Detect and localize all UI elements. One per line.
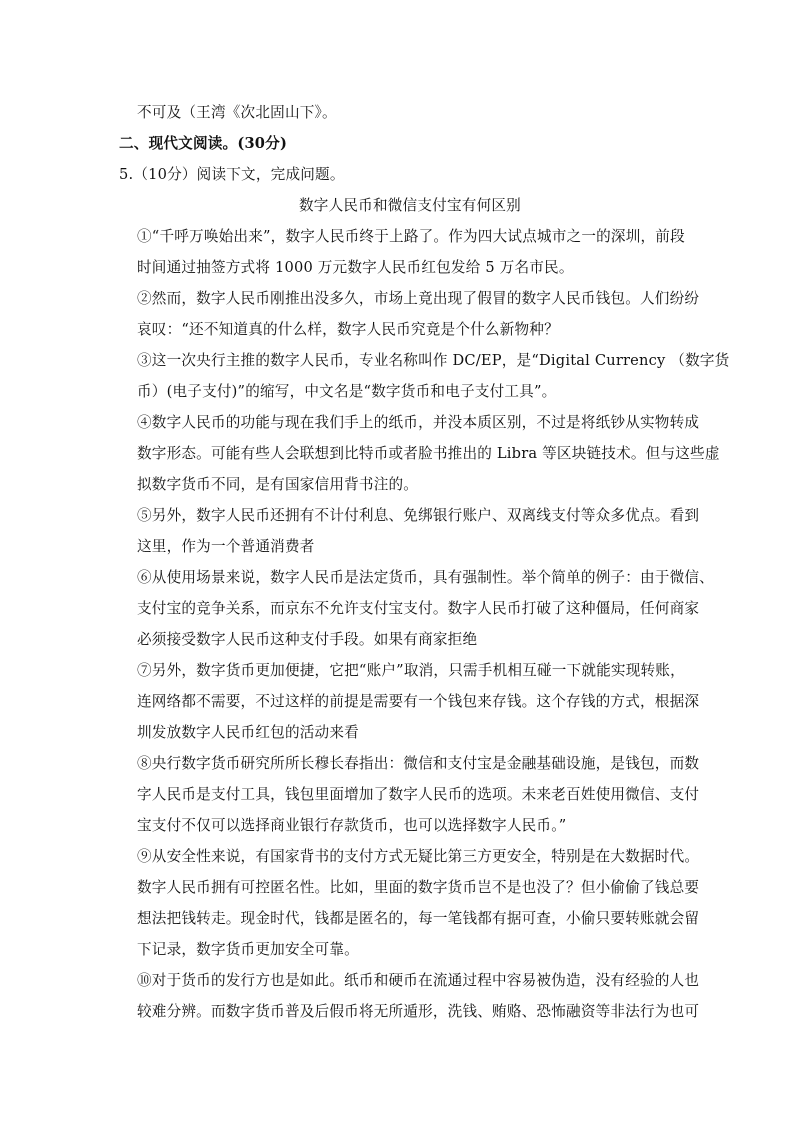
question-intro: 5.（10分）阅读下文，完成问题。 bbox=[119, 166, 345, 183]
paragraph-3-line-1: ③这一次央行主推的数字人民币，专业名称叫作 DC/EP，是“Digital Currency （数字货 bbox=[137, 352, 730, 369]
paragraph-4-line-1: ④数字人民币的功能与现在我们手上的纸币，并没本质区别，不过是将纸钞从实物转成 bbox=[137, 414, 700, 431]
paragraph-9-line-2: 数字人民币拥有可控匿名性。比如，里面的数字货币岂不是也没了？但小偷偷了钱总要 bbox=[137, 879, 700, 896]
paragraph-7-line-3: 圳发放数字人民币红包的活动来看 bbox=[137, 724, 359, 741]
paragraph-9-line-3: 想法把钱转走。现金时代，钱都是匿名的，每一笔钱都有据可查，小偷只要转账就会留 bbox=[137, 910, 700, 927]
paragraph-3-line-2: 币）(电子支付)”的缩写，中文名是“数字货币和电子支付工具”。 bbox=[137, 383, 557, 400]
section-heading: 二、现代文阅读。(30分) bbox=[119, 135, 288, 152]
continued-poem-line: 不可及（王湾《次北固山下》。 bbox=[137, 104, 337, 121]
paragraph-4-line-2: 数字形态。可能有些人会联想到比特币或者脸书推出的 Libra 等区块链技术。但与这些虚 bbox=[137, 445, 720, 462]
paragraph-8-line-1: ⑧央行数字货币研究所所长穆长春指出：微信和支付宝是金融基础设施，是钱包，而数 bbox=[137, 755, 700, 772]
paragraph-6-line-2: 支付宝的竞争关系，而京东不允许支付宝支付。数字人民币打破了这种僵局，任何商家 bbox=[137, 600, 700, 617]
paragraph-8-line-3: 宝支付不仅可以选择商业银行存款货币，也可以选择数字人民币。” bbox=[137, 817, 567, 834]
article-title: 数字人民币和微信支付宝有何区别 bbox=[299, 197, 521, 214]
paragraph-9-line-4: 下记录，数字货币更加安全可靠。 bbox=[137, 941, 359, 958]
paragraph-9-line-1: ⑨从安全性来说，有国家背书的支付方式无疑比第三方更安全，特别是在大数据时代。 bbox=[137, 848, 700, 865]
paragraph-4-line-3: 拟数字货币不同，是有国家信用背书注的。 bbox=[137, 476, 419, 493]
paragraph-8-line-2: 字人民币是支付工具，钱包里面增加了数字人民币的选项。未来老百姓使用微信、支付 bbox=[137, 786, 700, 803]
paragraph-6-line-1: ⑥从使用场景来说，数字人民币是法定货币，具有强制性。举个简单的例子：由于微信、 bbox=[137, 569, 714, 586]
paragraph-7-line-2: 连网络都不需要，不过这样的前提是需要有一个钱包来存钱。这个存钱的方式，根据深 bbox=[137, 693, 700, 710]
paragraph-6-line-3: 必须接受数字人民币这种支付手段。如果有商家拒绝 bbox=[137, 631, 478, 648]
paragraph-10-line-1: ⑩对于货币的发行方也是如此。纸币和硬币在流通过程中容易被伪造，没有经验的人也 bbox=[137, 972, 700, 989]
paragraph-1-line-2: 时间通过抽签方式将 1000 万元数字人民币红包发给 5 万名市民。 bbox=[137, 259, 574, 276]
paragraph-1-line-1: ①“千呼万唤始出来”，数字人民币终于上路了。作为四大试点城市之一的深圳，前段 bbox=[137, 228, 685, 245]
paragraph-2-line-1: ②然而，数字人民币刚推出没多久，市场上竟出现了假冒的数字人民币钱包。人们纷纷 bbox=[137, 290, 700, 307]
paragraph-5-line-1: ⑤另外，数字人民币还拥有不计付利息、免绑银行账户、双离线支付等众多优点。看到 bbox=[137, 507, 700, 524]
paragraph-5-line-2: 这里，作为一个普通消费者 bbox=[137, 538, 315, 555]
paragraph-10-line-2: 较难分辨。而数字货币普及后假币将无所遁形，洗钱、贿赂、恐怖融资等非法行为也可 bbox=[137, 1003, 700, 1020]
paragraph-7-line-1: ⑦另外，数字货币更加便捷，它把“账户”取消，只需手机相互碰一下就能实现转账， bbox=[137, 662, 685, 679]
paragraph-2-line-2: 哀叹：“还不知道真的什么样，数字人民币究竟是个什么新物种？ bbox=[137, 321, 559, 338]
